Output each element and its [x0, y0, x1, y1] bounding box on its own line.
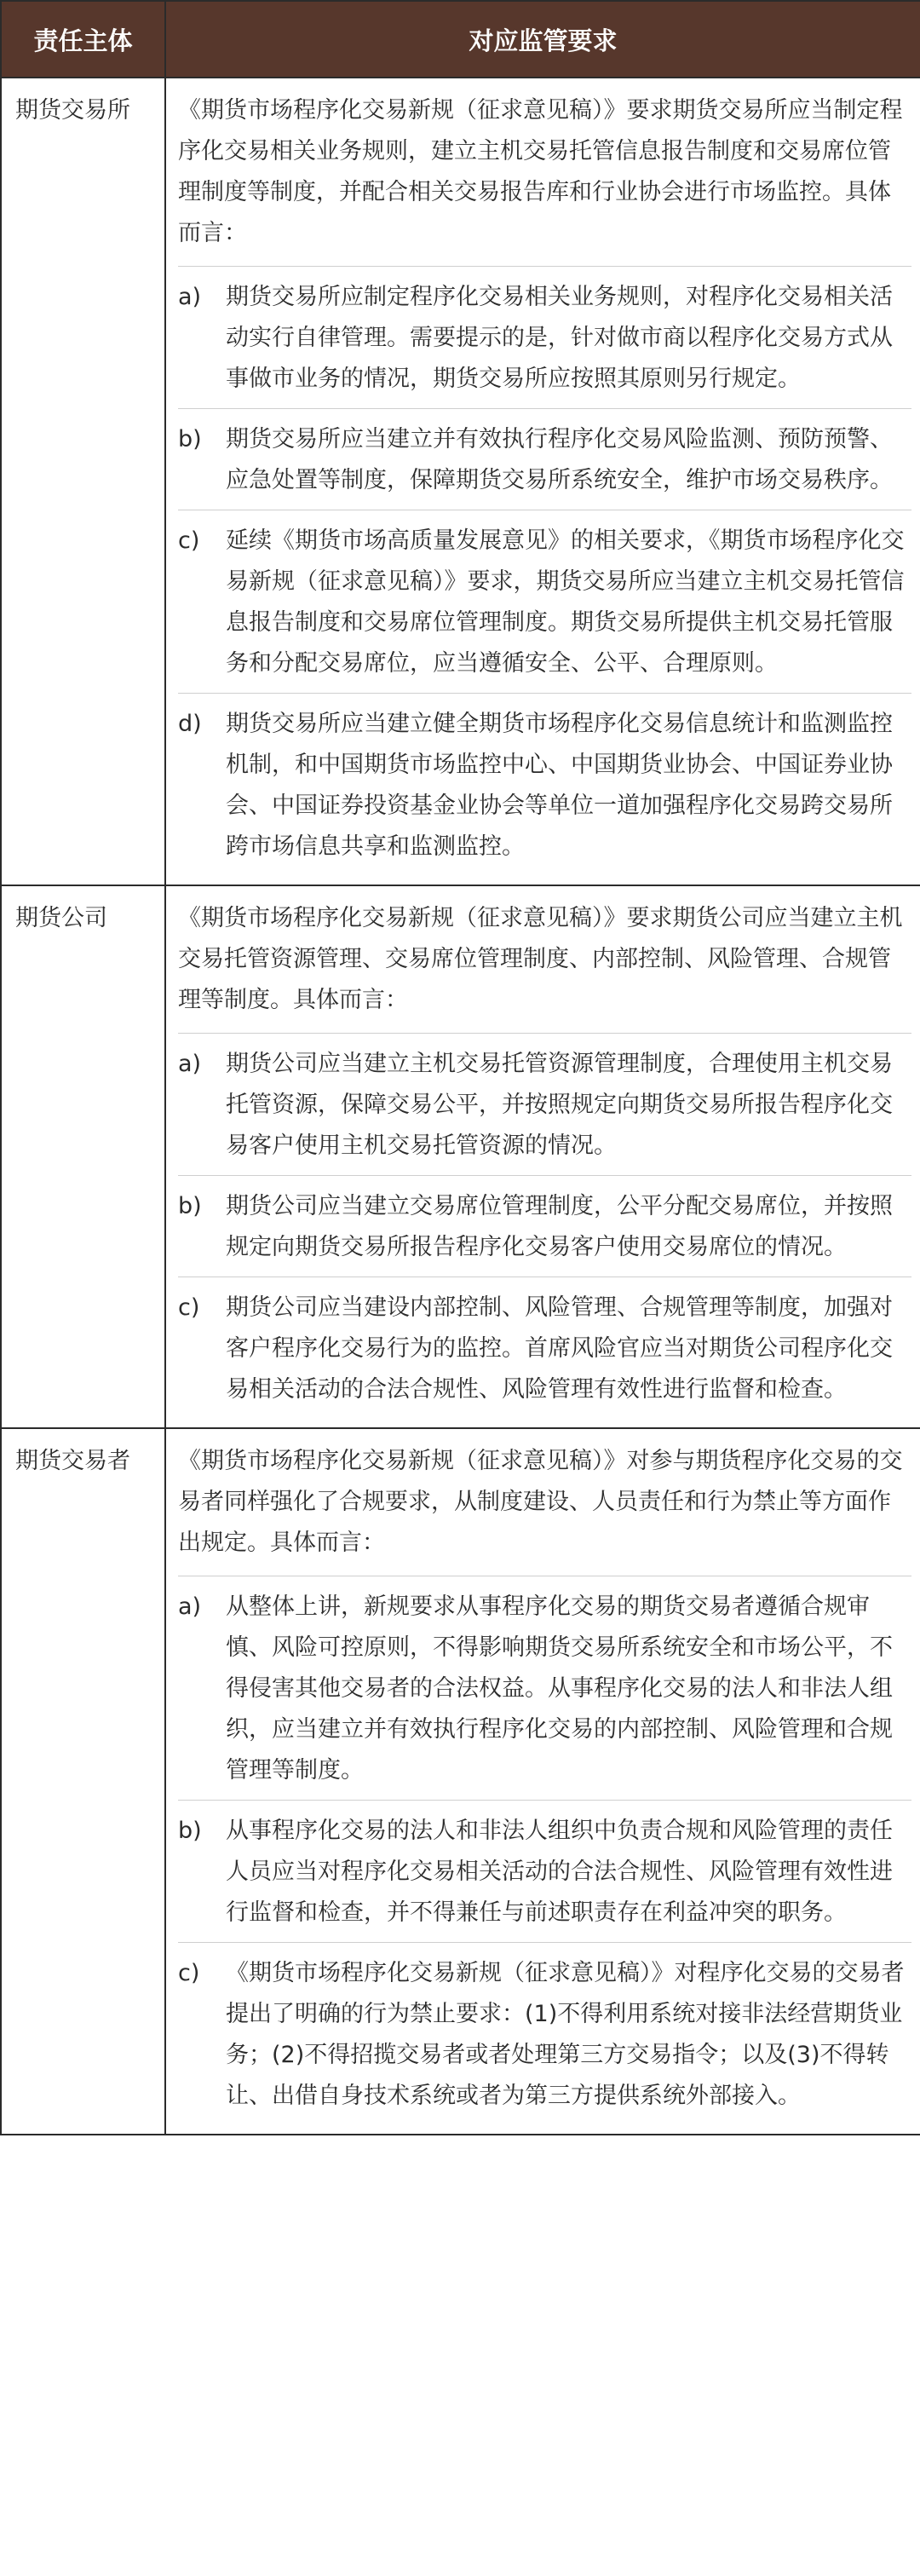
- item-marker: a): [178, 1593, 202, 1620]
- item-text: 期货交易所应当建立健全期货市场程序化交易信息统计和监测监控机制，和中国期货市场监控中心、中国期货业协会、中国证券业协会、中国证券投资基金业协会等单位一道加强程序化交易跨交易所跨市场信息共享和监测监控。: [226, 711, 893, 860]
- intro-text: 《期货市场程序化交易新规（征求意见稿）》要求期货公司应当建立主机交易托管资源管理、交易席位管理制度、内部控制、风险管理、合规管理等制度。具体而言：: [178, 905, 903, 1013]
- item-marker: d): [178, 711, 202, 737]
- item-text: 从事程序化交易的法人和非法人组织中负责合规和风险管理的责任人员应当对程序化交易相关活动的合法合规性、风险管理有效性进行监督和检查，并不得兼任与前述职责存在利益冲突的职务。: [226, 1818, 893, 1926]
- item-text: 期货公司应当建立交易席位管理制度，公平分配交易席位，并按照规定向期货交易所报告程序化交易客户使用交易席位的情况。: [226, 1193, 893, 1260]
- item-marker: c): [178, 1960, 200, 1986]
- item-text: 期货交易所应当建立并有效执行程序化交易风险监测、预防预警、应急处置等制度，保障期货交易所系统安全，维护市场交易秩序。: [226, 426, 893, 493]
- list-item: [178, 408, 911, 510]
- item-text: 从整体上讲，新规要求从事程序化交易的期货交易者遵循合规审慎、风险可控原则，不得影响期货交易所系统安全和市场公平，不得侵害其他交易者的合法权益。从事程序化交易的法人和非法人组织，应当建立并有效执行程序化交易的内部控制、风险管理和合规管理等制度。: [226, 1593, 893, 1784]
- list-item: [178, 1800, 911, 1942]
- list-item: [178, 693, 911, 876]
- list-item: [178, 1576, 911, 1800]
- item-marker: b): [178, 426, 202, 452]
- header-requirements: 对应监管要求: [165, 1, 920, 78]
- list-item: [178, 1175, 911, 1276]
- list-item: [178, 510, 911, 693]
- item-text: 《期货市场程序化交易新规（征求意见稿）》对程序化交易的交易者提出了明确的行为禁止要求：(1)不得利用系统对接非法经营期货业务；(2)不得招揽交易者或者处理第三方交易指令；以及(3)不得转让、出借自身技术系统或者为第三方提供系统外部接入。: [226, 1960, 905, 2109]
- list-item: [178, 266, 911, 408]
- list-item: [178, 1942, 911, 2125]
- subject-cell: 期货交易所: [1, 78, 165, 885]
- item-marker: a): [178, 1051, 202, 1077]
- item-marker: c): [178, 527, 200, 554]
- item-text: 延续《期货市场高质量发展意见》的相关要求，《期货市场程序化交易新规（征求意见稿）》要求，期货交易所应当建立主机交易托管信息报告制度和交易席位管理制度。期货交易所提供主机交易托管服务和分配交易席位，应当遵循安全、公平、合理原则。: [226, 527, 905, 677]
- list-item: [178, 1276, 911, 1419]
- item-marker: b): [178, 1193, 202, 1219]
- table-row: [1, 78, 920, 885]
- table-row: [1, 885, 920, 1428]
- requirements-cell: [165, 78, 920, 885]
- subject-cell: 期货公司: [1, 885, 165, 1428]
- item-marker: c): [178, 1294, 200, 1321]
- table-header-row: [1, 1, 920, 78]
- requirements-cell: [165, 1428, 920, 2135]
- header-subject: 责任主体: [1, 1, 165, 78]
- table-row: [1, 1428, 920, 2135]
- item-text: 期货公司应当建设内部控制、风险管理、合规管理等制度，加强对客户程序化交易行为的监控。首席风险官应当对期货公司程序化交易相关活动的合法合规性、风险管理有效性进行监督和检查。: [226, 1294, 893, 1403]
- list-item: [178, 1033, 911, 1175]
- item-text: 期货公司应当建立主机交易托管资源管理制度，合理使用主机交易托管资源，保障交易公平，并按照规定向期货交易所报告程序化交易客户使用主机交易托管资源的情况。: [226, 1051, 893, 1159]
- item-marker: a): [178, 284, 202, 310]
- subject-cell: 期货交易者: [1, 1428, 165, 2135]
- item-marker: b): [178, 1818, 202, 1844]
- requirements-cell: [165, 885, 920, 1428]
- item-text: 期货交易所应制定程序化交易相关业务规则，对程序化交易相关活动实行自律管理。需要提示的是，针对做市商以程序化交易方式从事做市业务的情况，期货交易所应按照其原则另行规定。: [226, 284, 893, 392]
- intro-text: 《期货市场程序化交易新规（征求意见稿）》要求期货交易所应当制定程序化交易相关业务规则，建立主机交易托管信息报告制度和交易席位管理制度等制度，并配合相关交易报告库和行业协会进行市场监控。具体而言：: [178, 97, 903, 246]
- intro-text: 《期货市场程序化交易新规（征求意见稿）》对参与期货程序化交易的交易者同样强化了合规要求，从制度建设、人员责任和行为禁止等方面作出规定。具体而言：: [178, 1448, 903, 1556]
